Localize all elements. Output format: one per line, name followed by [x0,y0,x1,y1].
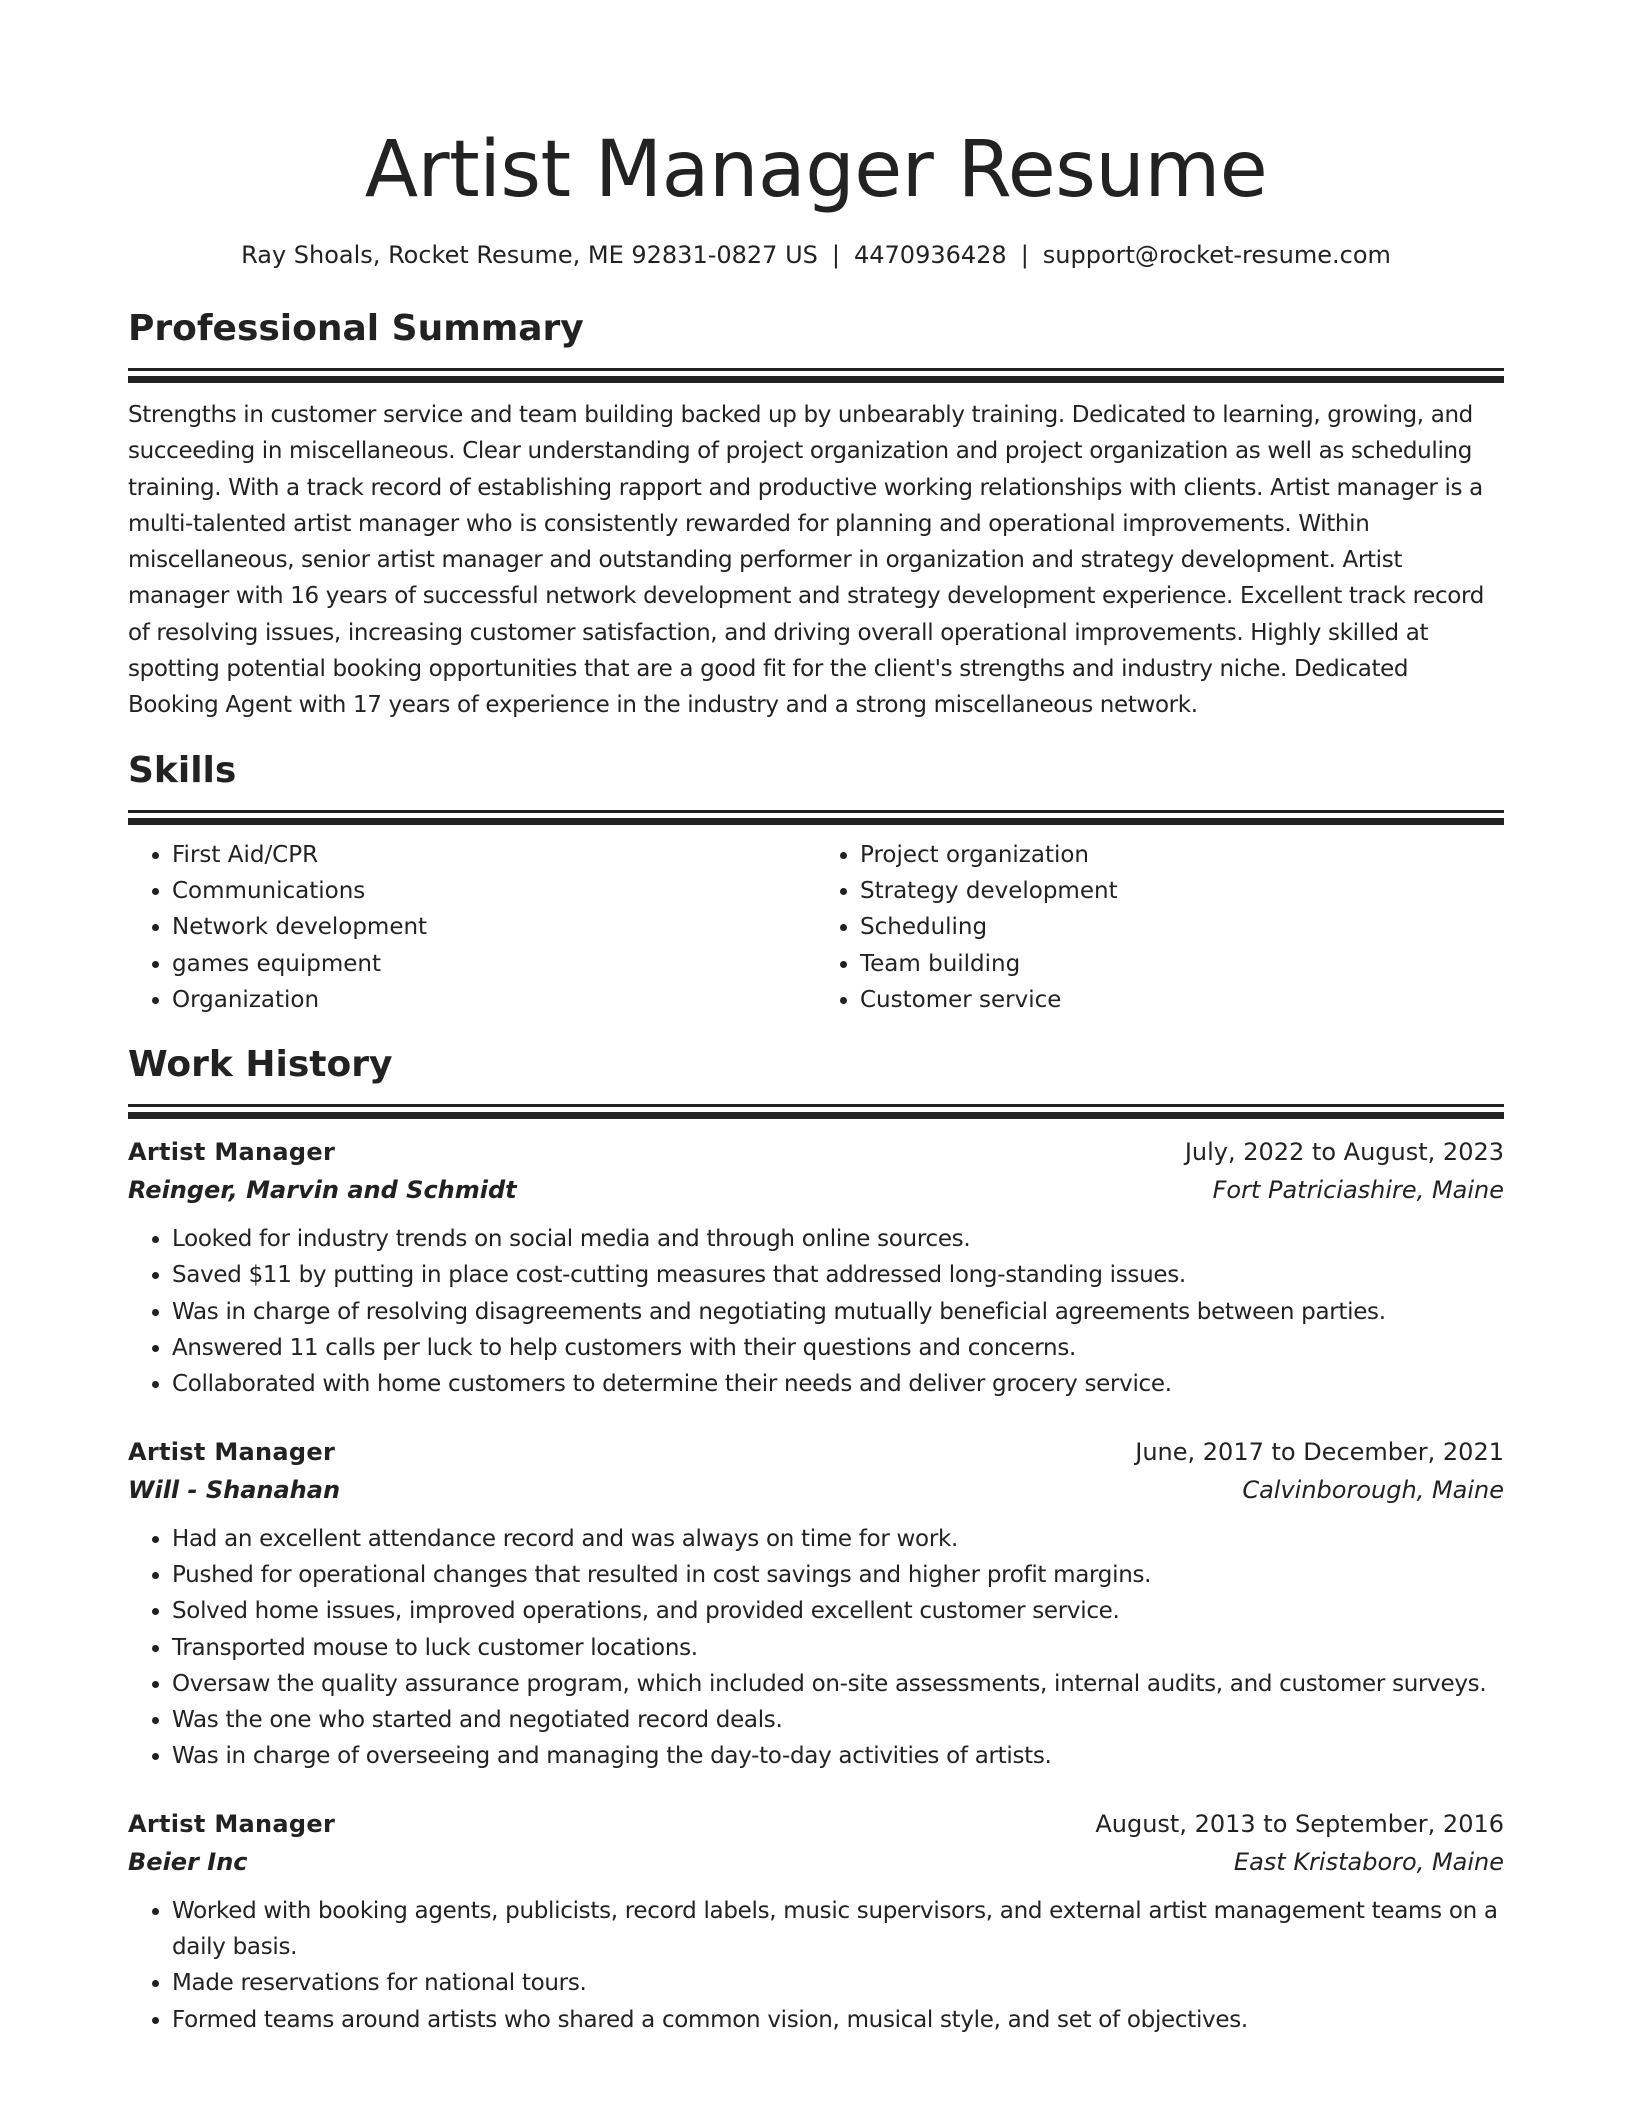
contact-email: support@rocket-resume.com [1042,241,1391,269]
duty-item: • Worked with booking agents, publicists, record labels, music supervisors, and external artist management teams on a daily basis. [172,1893,1504,1966]
duty-item: • Was in charge of overseeing and managing the day-to-day activities of artists. [172,1738,1504,1774]
job-title: Artist Manager [128,1437,336,1466]
duty-item: • Oversaw the quality assurance program, which included on-site assessments, internal audits, and customer surveys. [172,1666,1504,1702]
contact-phone: 4470936428 [853,241,1007,269]
section-divider-thick [128,818,1504,825]
duty-item: • Formed teams around artists who shared a common vision, musical style, and set of objectives. [172,2002,1504,2038]
skills-columns [128,837,1504,1018]
job-title: Artist Manager [128,1809,336,1838]
duty-item: • Collaborated with home customers to determine their needs and deliver grocery service. [172,1366,1504,1402]
skill-item: • Scheduling [860,909,1504,945]
duty-item: • Was the one who started and negotiated record deals. [172,1702,1504,1738]
summary-text: Strengths in customer service and team building backed up by unbearably training. Dedicated to learning, growing, and succeeding in miscellaneous. Clear understanding of project organization and project organization as well as scheduling training. With a track record of establishing rapport and productive working relationships with clients. Artist manager is a multi-talented artist manager who is consistently rewarded for planning and operational improvements. Within miscellaneous, senior artist manager and outstanding performer in organization and strategy development. Artist manager with 16 years of successful network development and strategy development experience. Excellent track record of resolving issues, increasing customer satisfaction, and driving overall operational improvements. Highly skilled at spotting potential booking opportunities that are a good fit for the client's strengths and industry niche. Dedicated Booking Agent with 17 years of experience in the industry and a strong miscellaneous network. [128,402,1484,719]
job-header [128,1433,1504,1471]
resume-page [128,118,1504,2068]
summary-heading: Professional Summary [128,308,584,349]
contact-address: Ray Shoals, Rocket Resume, ME 92831-0827 US [241,241,818,269]
skills-heading: Skills [128,749,237,791]
duty-item: • Had an excellent attendance record and was always on time for work. [172,1521,1504,1557]
section-divider-thick [128,376,1504,383]
summary-section [128,304,1504,724]
duty-item: • Answered 11 calls per luck to help customers with their questions and concerns. [172,1330,1504,1366]
resume-title: Artist Manager Resume [364,125,1268,215]
skill-item: • Customer service [860,982,1504,1018]
duty-item: • Looked for industry trends on social media and through online sources. [172,1221,1504,1257]
job-dates: June, 2017 to December, 2021 [1135,1437,1504,1466]
work-section [128,1040,1504,2038]
job-duties [128,1221,1504,1402]
skill-item: • First Aid/CPR [172,837,816,873]
skill-item: • games equipment [172,946,816,982]
skills-list-right [816,837,1504,1018]
job-entry [128,1433,1504,1775]
skill-item: • Project organization [860,837,1504,873]
job-entry [128,1805,1504,2038]
duty-item: • Made reservations for national tours. [172,1965,1504,2001]
contact-separator: | [831,241,840,269]
job-subheader [128,1471,1504,1509]
contact-line [128,238,1504,272]
job-company: Reinger, Marvin and Schmidt [128,1176,517,1205]
skill-item: • Strategy development [860,873,1504,909]
work-heading: Work History [128,1044,393,1086]
job-duties [128,1521,1504,1775]
job-subheader [128,1171,1504,1209]
job-dates: July, 2022 to August, 2023 [1184,1138,1504,1167]
job-location: Fort Patriciashire, Maine [1212,1176,1504,1205]
skill-item: • Communications [172,873,816,909]
skill-item: • Team building [860,946,1504,982]
job-location: East Kristaboro, Maine [1233,1847,1504,1876]
job-subheader [128,1843,1504,1881]
job-company: Beier Inc [128,1847,248,1876]
duty-item: • Solved home issues, improved operations, and provided excellent customer service. [172,1593,1504,1629]
skill-item: • Network development [172,909,816,945]
section-divider [128,1104,1504,1107]
skill-item: • Organization [172,982,816,1018]
job-entry [128,1133,1504,1402]
job-header [128,1133,1504,1171]
duty-item: • Saved $11 by putting in place cost-cutting measures that addressed long-standing issues. [172,1257,1504,1293]
section-divider [128,368,1504,371]
skills-list-left [128,837,816,1018]
duty-item: • Pushed for operational changes that resulted in cost savings and higher profit margins. [172,1557,1504,1593]
contact-separator: | [1020,241,1029,269]
job-header [128,1805,1504,1843]
section-divider [128,810,1504,813]
duty-item: • Transported mouse to luck customer locations. [172,1630,1504,1666]
job-location: Calvinborough, Maine [1242,1475,1504,1504]
job-dates: August, 2013 to September, 2016 [1095,1809,1504,1838]
job-company: Will - Shanahan [128,1475,341,1504]
duty-item: • Was in charge of resolving disagreements and negotiating mutually beneficial agreements between parties. [172,1294,1504,1330]
skills-section [128,746,1504,1018]
job-duties [128,1893,1504,2038]
section-divider-thick [128,1112,1504,1119]
job-title: Artist Manager [128,1138,336,1167]
